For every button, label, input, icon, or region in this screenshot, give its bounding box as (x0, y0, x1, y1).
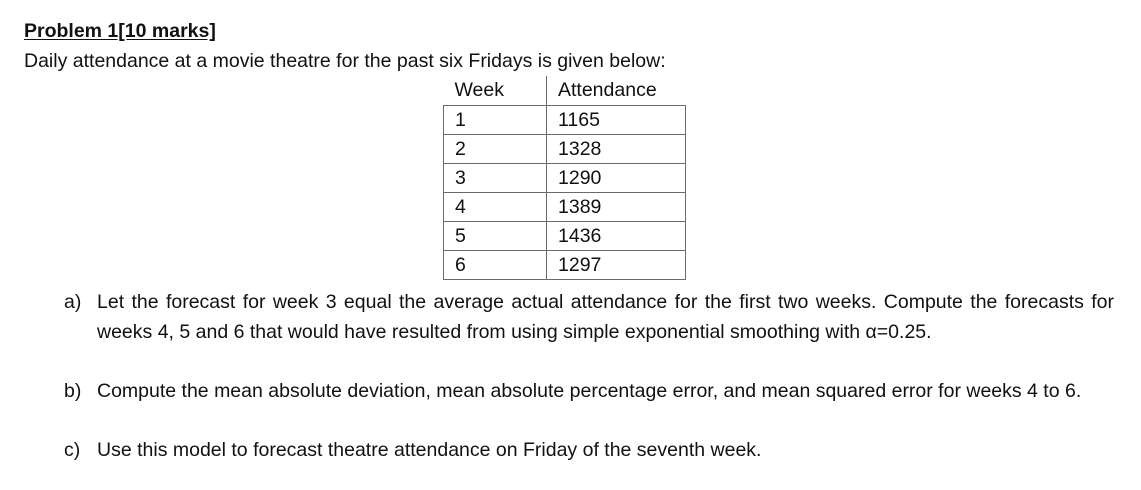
question-text: Use this model to forecast theatre attendance on Friday of the seventh week. (97, 439, 762, 461)
question-c (64, 435, 1114, 465)
attendance-cell: 1389 (547, 192, 686, 221)
problem-intro: Daily attendance at a movie theatre for the past six Fridays is given below: (24, 50, 666, 72)
week-cell: 4 (444, 192, 547, 221)
question-label: c) (64, 439, 81, 461)
attendance-cell: 1328 (547, 134, 686, 163)
question-b (64, 376, 1114, 406)
table-row (444, 250, 686, 279)
week-cell: 2 (444, 134, 547, 163)
table-row (444, 192, 686, 221)
attendance-cell: 1297 (547, 250, 686, 279)
question-label: a) (64, 291, 82, 313)
table-row (444, 163, 686, 192)
attendance-table (443, 76, 686, 280)
attendance-cell: 1165 (547, 105, 686, 134)
problem-heading: Problem 1[10 marks] (24, 20, 216, 42)
attendance-cell: 1290 (547, 163, 686, 192)
table-row (444, 221, 686, 250)
question-text: Compute the mean absolute deviation, mean absolute percentage error, and mean squared error for weeks 4 to 6. (97, 380, 1082, 402)
question-label: b) (64, 380, 82, 402)
header-attendance: Attendance (547, 76, 686, 105)
week-cell: 3 (444, 163, 547, 192)
table-row (444, 134, 686, 163)
week-cell: 5 (444, 221, 547, 250)
table-row (444, 105, 686, 134)
question-text: Let the forecast for week 3 equal the average actual attendance for the first two weeks. Compute the forecasts for weeks 4, 5 and 6 that would have resulted from using simple exponential smoothing with α=0.25. (97, 291, 1114, 343)
question-a (64, 287, 1114, 347)
attendance-cell: 1436 (547, 221, 686, 250)
table-header-row (444, 76, 686, 105)
week-cell: 6 (444, 250, 547, 279)
header-week: Week (444, 76, 547, 105)
week-cell: 1 (444, 105, 547, 134)
